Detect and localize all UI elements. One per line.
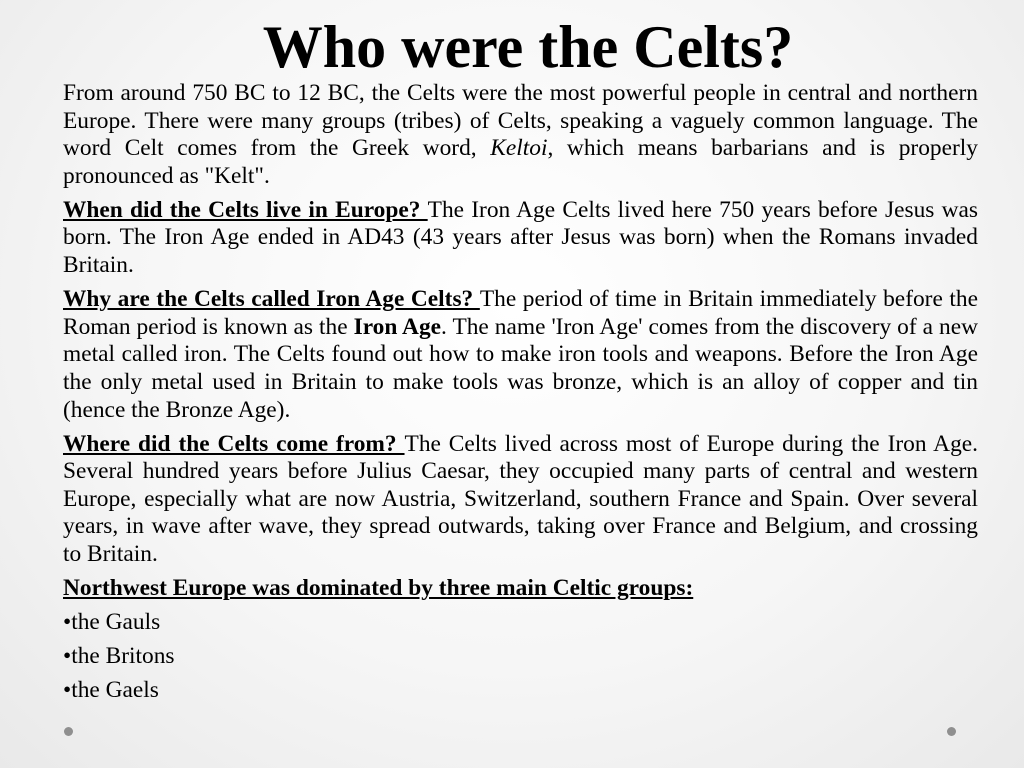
decorative-dot-right	[947, 727, 956, 736]
section-when	[63, 197, 978, 280]
intro-text-end: , which means barbarians and is properly pronounced as "Kelt".	[63, 135, 978, 189]
list-item: •the Gauls	[63, 609, 161, 636]
section-why	[63, 286, 978, 424]
section-answer: The Celts lived across most of Europe during the Iron Age. Several hundred years before Julius Caesar, they occupied many parts of central and western Europe, especially what are now Austria, Switzerland, southern France and Spain. Over several years, in wave after wave, they spread outwards, taking over France and Belgium, and crossing to Britain.	[63, 430, 978, 567]
groups-heading	[63, 575, 978, 603]
section-question: Why are the Celts called Iron Age Celts?	[63, 286, 480, 313]
list-item: •the Britons	[63, 643, 175, 670]
slide-body	[63, 80, 978, 711]
intro-paragraph	[63, 80, 978, 190]
decorative-dot-left	[64, 727, 73, 736]
groups-heading-text: Northwest Europe was dominated by three main Celtic groups:	[63, 575, 694, 602]
section-answer: The Iron Age Celts lived here 750 years before Jesus was born. The Iron Age ended in AD43 (43 years after Jesus was born) when the Romans invaded Britain.	[63, 196, 978, 279]
section-where	[63, 431, 978, 569]
list-item: •the Gaels	[63, 677, 159, 704]
section-answer-start: The period of time in Britain immediately before the Roman period is known as the	[63, 286, 978, 340]
intro-text-start: From around 750 BC to 12 BC, the Celts were the most powerful people in central and northern Europe. There were many groups (tribes) of Celts, speaking a vaguely common language. The word Celt comes from the Greek word,	[63, 80, 978, 162]
section-question: When did the Celts live in Europe?	[63, 196, 428, 223]
section-answer-bold: Iron Age	[353, 313, 442, 340]
section-answer-end: . The name 'Iron Age' comes from the discovery of a new metal called iron. The Celts found out how to make iron tools and weapons. Before the Iron Age the only metal used in Britain to make tools was bronze, which is an alloy of copper and tin (hence the Bronze Age).	[63, 313, 978, 423]
intro-keyword: Keltoi	[490, 135, 548, 162]
slide-title: Who were the Celts?	[262, 14, 794, 80]
section-question: Where did the Celts come from?	[63, 430, 405, 457]
